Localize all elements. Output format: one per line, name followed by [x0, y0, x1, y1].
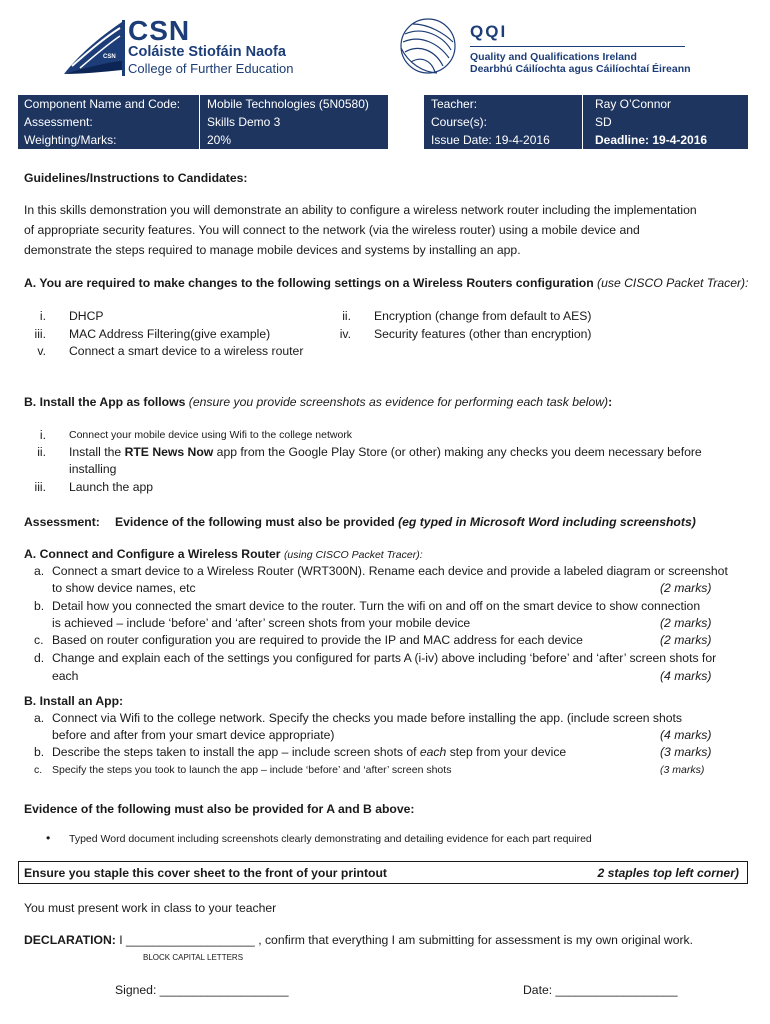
section-a-title: A. You are required to make changes to the following settings on a Wireless Routers configuration [24, 276, 594, 290]
csn-english-name: College of Further Education [128, 61, 294, 76]
section-b-heading: B. Install the App as follows (ensure you provide screenshots as evidence for performing each task below): [24, 395, 613, 409]
deadline: Deadline: 19-4-2016 [595, 133, 708, 147]
issue-date: Issue Date: 19-4-2016 [431, 133, 550, 147]
list-number: ii. [37, 445, 46, 459]
staple-instruction: Ensure you staple this cover sheet to the front of your printout [24, 866, 387, 880]
list-item: DHCP [69, 309, 104, 323]
marks: (4 marks) [660, 669, 712, 683]
assessment-value: Skills Demo 3 [207, 115, 281, 129]
evidence-line: Connect via Wifi to the college network. Specify the checks you made before installing the app. (include screen shots [52, 711, 683, 725]
evidence-line: Based on router configuration you are required to provide the IP and MAC address for each device [52, 633, 583, 647]
evidence-a-heading: A. Connect and Configure a Wireless Router (using CISCO Packet Tracer): [24, 547, 423, 561]
marks: (2 marks) [660, 581, 712, 595]
table-divider [582, 95, 583, 149]
marks: (3 marks) [660, 745, 712, 759]
csn-abbr: CSN [128, 15, 191, 46]
assessment-heading: Evidence of the following must also be provided (eg typed in Microsoft Word including screenshots) [115, 515, 696, 529]
list-item: Install the RTE News Now app from the Google Play Store (or other) making any checks you deem necessary before [69, 445, 702, 459]
list-number: i. [39, 428, 46, 442]
csn-wordmark [128, 15, 294, 76]
item-letter: c. [34, 633, 44, 647]
evidence-line: Detail how you connected the smart device to the router. Turn the wifi on and off on the smart device to show connection [52, 599, 701, 613]
list-item: Security features (other than encryption) [374, 327, 592, 341]
guidelines-line: In this skills demonstration you will demonstrate an ability to configure a wireless network router including the implementation [24, 203, 697, 217]
qqi-irish-name: Dearbhú Cáilíochta agus Cáilíochtaí Éireann [470, 63, 691, 75]
list-item: MAC Address Filtering(give example) [69, 327, 271, 341]
list-item-continued: installing [69, 462, 117, 476]
list-number: i. [39, 309, 46, 323]
evidence-ab-heading: Evidence of the following must also be provided for A and B above: [24, 802, 415, 816]
component-label: Component Name and Code: [24, 97, 181, 111]
teacher-info-table [424, 95, 748, 149]
present-work-note: You must present work in class to your teacher [24, 901, 277, 915]
component-info-table [18, 95, 388, 149]
evidence-line: Describe the steps taken to install the app – include screen shots of each step from your device [52, 745, 567, 759]
section-a-note: (use CISCO Packet Tracer): [597, 276, 749, 290]
guidelines-line: of appropriate security features. You will connect to the network (via the wireless router) using a mobile device and [24, 223, 640, 237]
evidence-line: before and after from your smart device appropriate) [52, 728, 335, 742]
block-capitals-hint: BLOCK CAPITAL LETTERS [143, 953, 244, 962]
assessment-label: Assessment: [24, 515, 100, 529]
app-name: RTE News Now [124, 445, 214, 459]
assessment-label: Assessment: [24, 115, 93, 129]
evidence-line: to show device names, etc [52, 581, 196, 595]
declaration [24, 933, 693, 947]
item-letter: a. [34, 711, 45, 725]
declaration-text: I ___________________ , confirm that everything I am submitting for assessment is my own original work. [115, 933, 694, 947]
qqi-logo [393, 16, 463, 76]
marks: (2 marks) [660, 633, 712, 647]
course-value: SD [595, 115, 612, 129]
bullet: • [46, 831, 51, 845]
marks: (3 marks) [660, 764, 705, 776]
date-line: Date: __________________ [523, 983, 678, 997]
qqi-english-name: Quality and Qualifications Ireland [470, 51, 637, 63]
list-item: Launch the app [69, 480, 154, 494]
weighting-value: 20% [207, 133, 232, 147]
evidence-line: Specify the steps you took to launch the app – include ‘before’ and ‘after’ screen shots [52, 764, 452, 776]
evidence-b-heading: B. Install an App: [24, 694, 124, 708]
component-value: Mobile Technologies (5N0580) [207, 97, 369, 111]
teacher-label: Teacher: [431, 97, 478, 111]
section-b-note: (ensure you provide screenshots as evidence for performing each task below) [188, 395, 609, 409]
csn-badge: CSN [103, 54, 116, 60]
marks: (4 marks) [660, 728, 712, 742]
item-letter: a. [34, 564, 45, 578]
item-letter: d. [34, 651, 45, 665]
list-number: v. [37, 344, 46, 358]
signed-line: Signed: ___________________ [115, 983, 289, 997]
evidence-line: Change and explain each of the settings you configured for parts A (i-iv) above including ‘before’ and ‘after’ screen shots for [52, 651, 717, 665]
section-a-heading [24, 276, 749, 290]
qqi-abbr: QQI [470, 22, 508, 41]
list-number: ii. [342, 309, 351, 323]
staple-notice-box [18, 861, 748, 884]
qqi-wordmark [470, 22, 691, 75]
evidence-line: is achieved – include ‘before’ and ‘after’ screen shots from your mobile device [52, 616, 471, 630]
guidelines-heading: Guidelines/Instructions to Candidates: [24, 171, 248, 185]
teacher-value: Ray O’Connor [595, 97, 672, 111]
item-letter: b. [34, 599, 45, 613]
list-item: Connect a smart device to a wireless router [69, 344, 304, 358]
list-number: iii. [34, 327, 46, 341]
table-divider [199, 95, 200, 149]
weighting-label: Weighting/Marks: [24, 133, 117, 147]
course-label: Course(s): [431, 115, 488, 129]
marks: (2 marks) [660, 616, 712, 630]
guidelines-line: demonstrate the steps required to manage mobile devices and systems by installing an app. [24, 243, 521, 257]
csn-irish-name: Coláiste Stiofáin Naofa [128, 44, 286, 60]
declaration-label: DECLARATION: [24, 933, 116, 947]
list-item: Encryption (change from default to AES) [374, 309, 592, 323]
list-number: iii. [34, 480, 46, 494]
evidence-ab-item: Typed Word document including screenshots clearly demonstrating and detailing evidence for each part required [69, 833, 592, 845]
section-b-title: B. Install the App as follows [24, 395, 186, 409]
list-item: Connect your mobile device using Wifi to the college network [69, 429, 353, 441]
evidence-line: each [52, 669, 79, 683]
evidence-line: Connect a smart device to a Wireless Router (WRT300N). Rename each device and provide a labeled diagram or screenshot [52, 564, 728, 578]
list-number: iv. [339, 327, 351, 341]
staple-note: 2 staples top left corner) [597, 866, 739, 880]
item-letter: b. [34, 745, 45, 759]
qqi-rule [470, 46, 685, 47]
item-letter: c. [34, 764, 43, 776]
